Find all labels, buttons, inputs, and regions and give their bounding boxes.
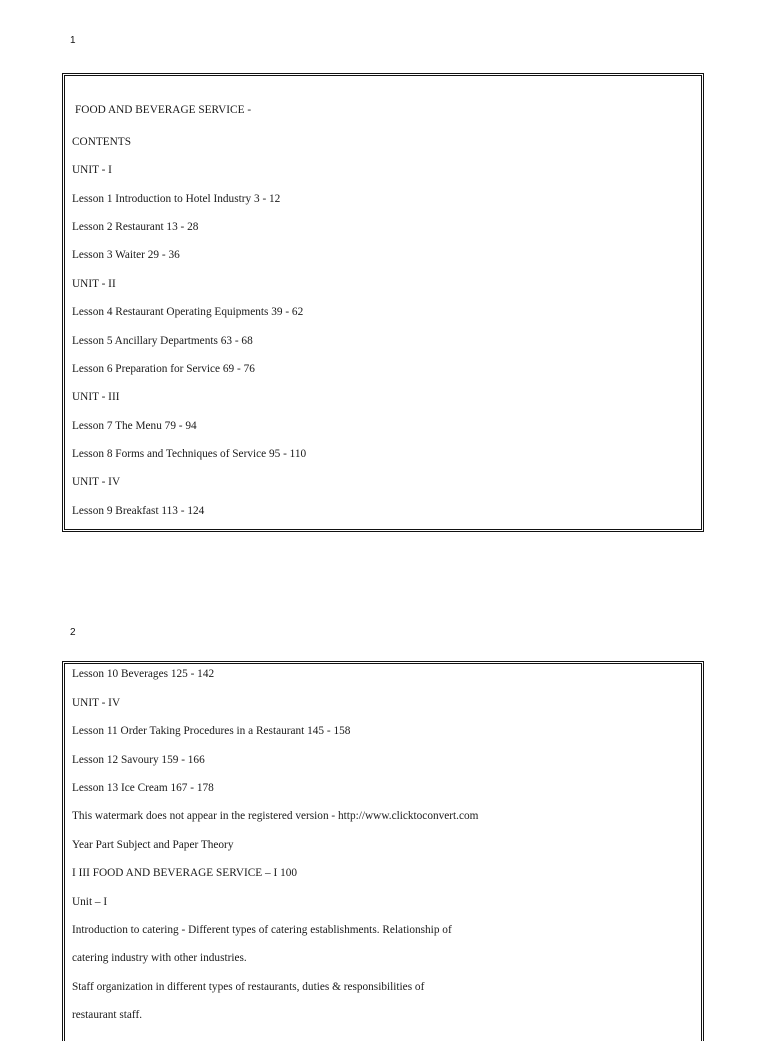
page-number: 2	[70, 627, 76, 638]
lesson-entry: Lesson 13 Ice Cream 167 - 178	[72, 782, 214, 794]
watermark-notice: This watermark does not appear in the registered version - http://www.clicktoconvert.com	[72, 810, 479, 822]
syllabus-text: restaurant staff.	[72, 1009, 143, 1021]
contents-box	[62, 73, 704, 532]
unit-heading: UNIT - II	[72, 278, 116, 290]
lesson-entry: Lesson 12 Savoury 159 - 166	[72, 754, 205, 766]
lesson-entry: Lesson 10 Beverages 125 - 142	[72, 668, 215, 680]
lesson-entry: Lesson 11 Order Taking Procedures in a Restaurant 145 - 158	[72, 725, 351, 737]
lesson-entry: Lesson 7 The Menu 79 - 94	[72, 420, 197, 432]
lesson-entry: Lesson 9 Breakfast 113 - 124	[72, 505, 205, 517]
syllabus-text: Introduction to catering - Different types of catering establishments. Relationship of	[72, 924, 452, 936]
contents-heading: CONTENTS	[72, 136, 131, 148]
lesson-entry: Lesson 5 Ancillary Departments 63 - 68	[72, 335, 253, 347]
contents-box-continued	[62, 661, 704, 1041]
unit-heading: UNIT - IV	[72, 697, 121, 709]
unit-heading: UNIT - III	[72, 391, 120, 403]
syllabus-text: Staff organization in different types of restaurants, duties & responsibilities of	[72, 981, 425, 993]
syllabus-heading: Year Part Subject and Paper Theory	[72, 839, 234, 851]
lesson-entry: Lesson 6 Preparation for Service 69 - 76	[72, 363, 255, 375]
lesson-entry: Lesson 4 Restaurant Operating Equipments 39 - 62	[72, 306, 304, 318]
page-number: 1	[70, 35, 76, 46]
syllabus-unit-heading: Unit – I	[72, 896, 108, 908]
document-title: FOOD AND BEVERAGE SERVICE -	[75, 104, 252, 116]
lesson-entry: Lesson 8 Forms and Techniques of Service 95 - 110	[72, 448, 307, 460]
syllabus-text: catering industry with other industries.	[72, 952, 247, 964]
unit-heading: UNIT - IV	[72, 476, 121, 488]
syllabus-paper-line: I III FOOD AND BEVERAGE SERVICE – I 100	[72, 867, 298, 879]
unit-heading: UNIT - I	[72, 164, 112, 176]
lesson-entry: Lesson 1 Introduction to Hotel Industry 3 - 12	[72, 193, 281, 205]
lesson-entry: Lesson 2 Restaurant 13 - 28	[72, 221, 199, 233]
lesson-entry: Lesson 3 Waiter 29 - 36	[72, 249, 180, 261]
